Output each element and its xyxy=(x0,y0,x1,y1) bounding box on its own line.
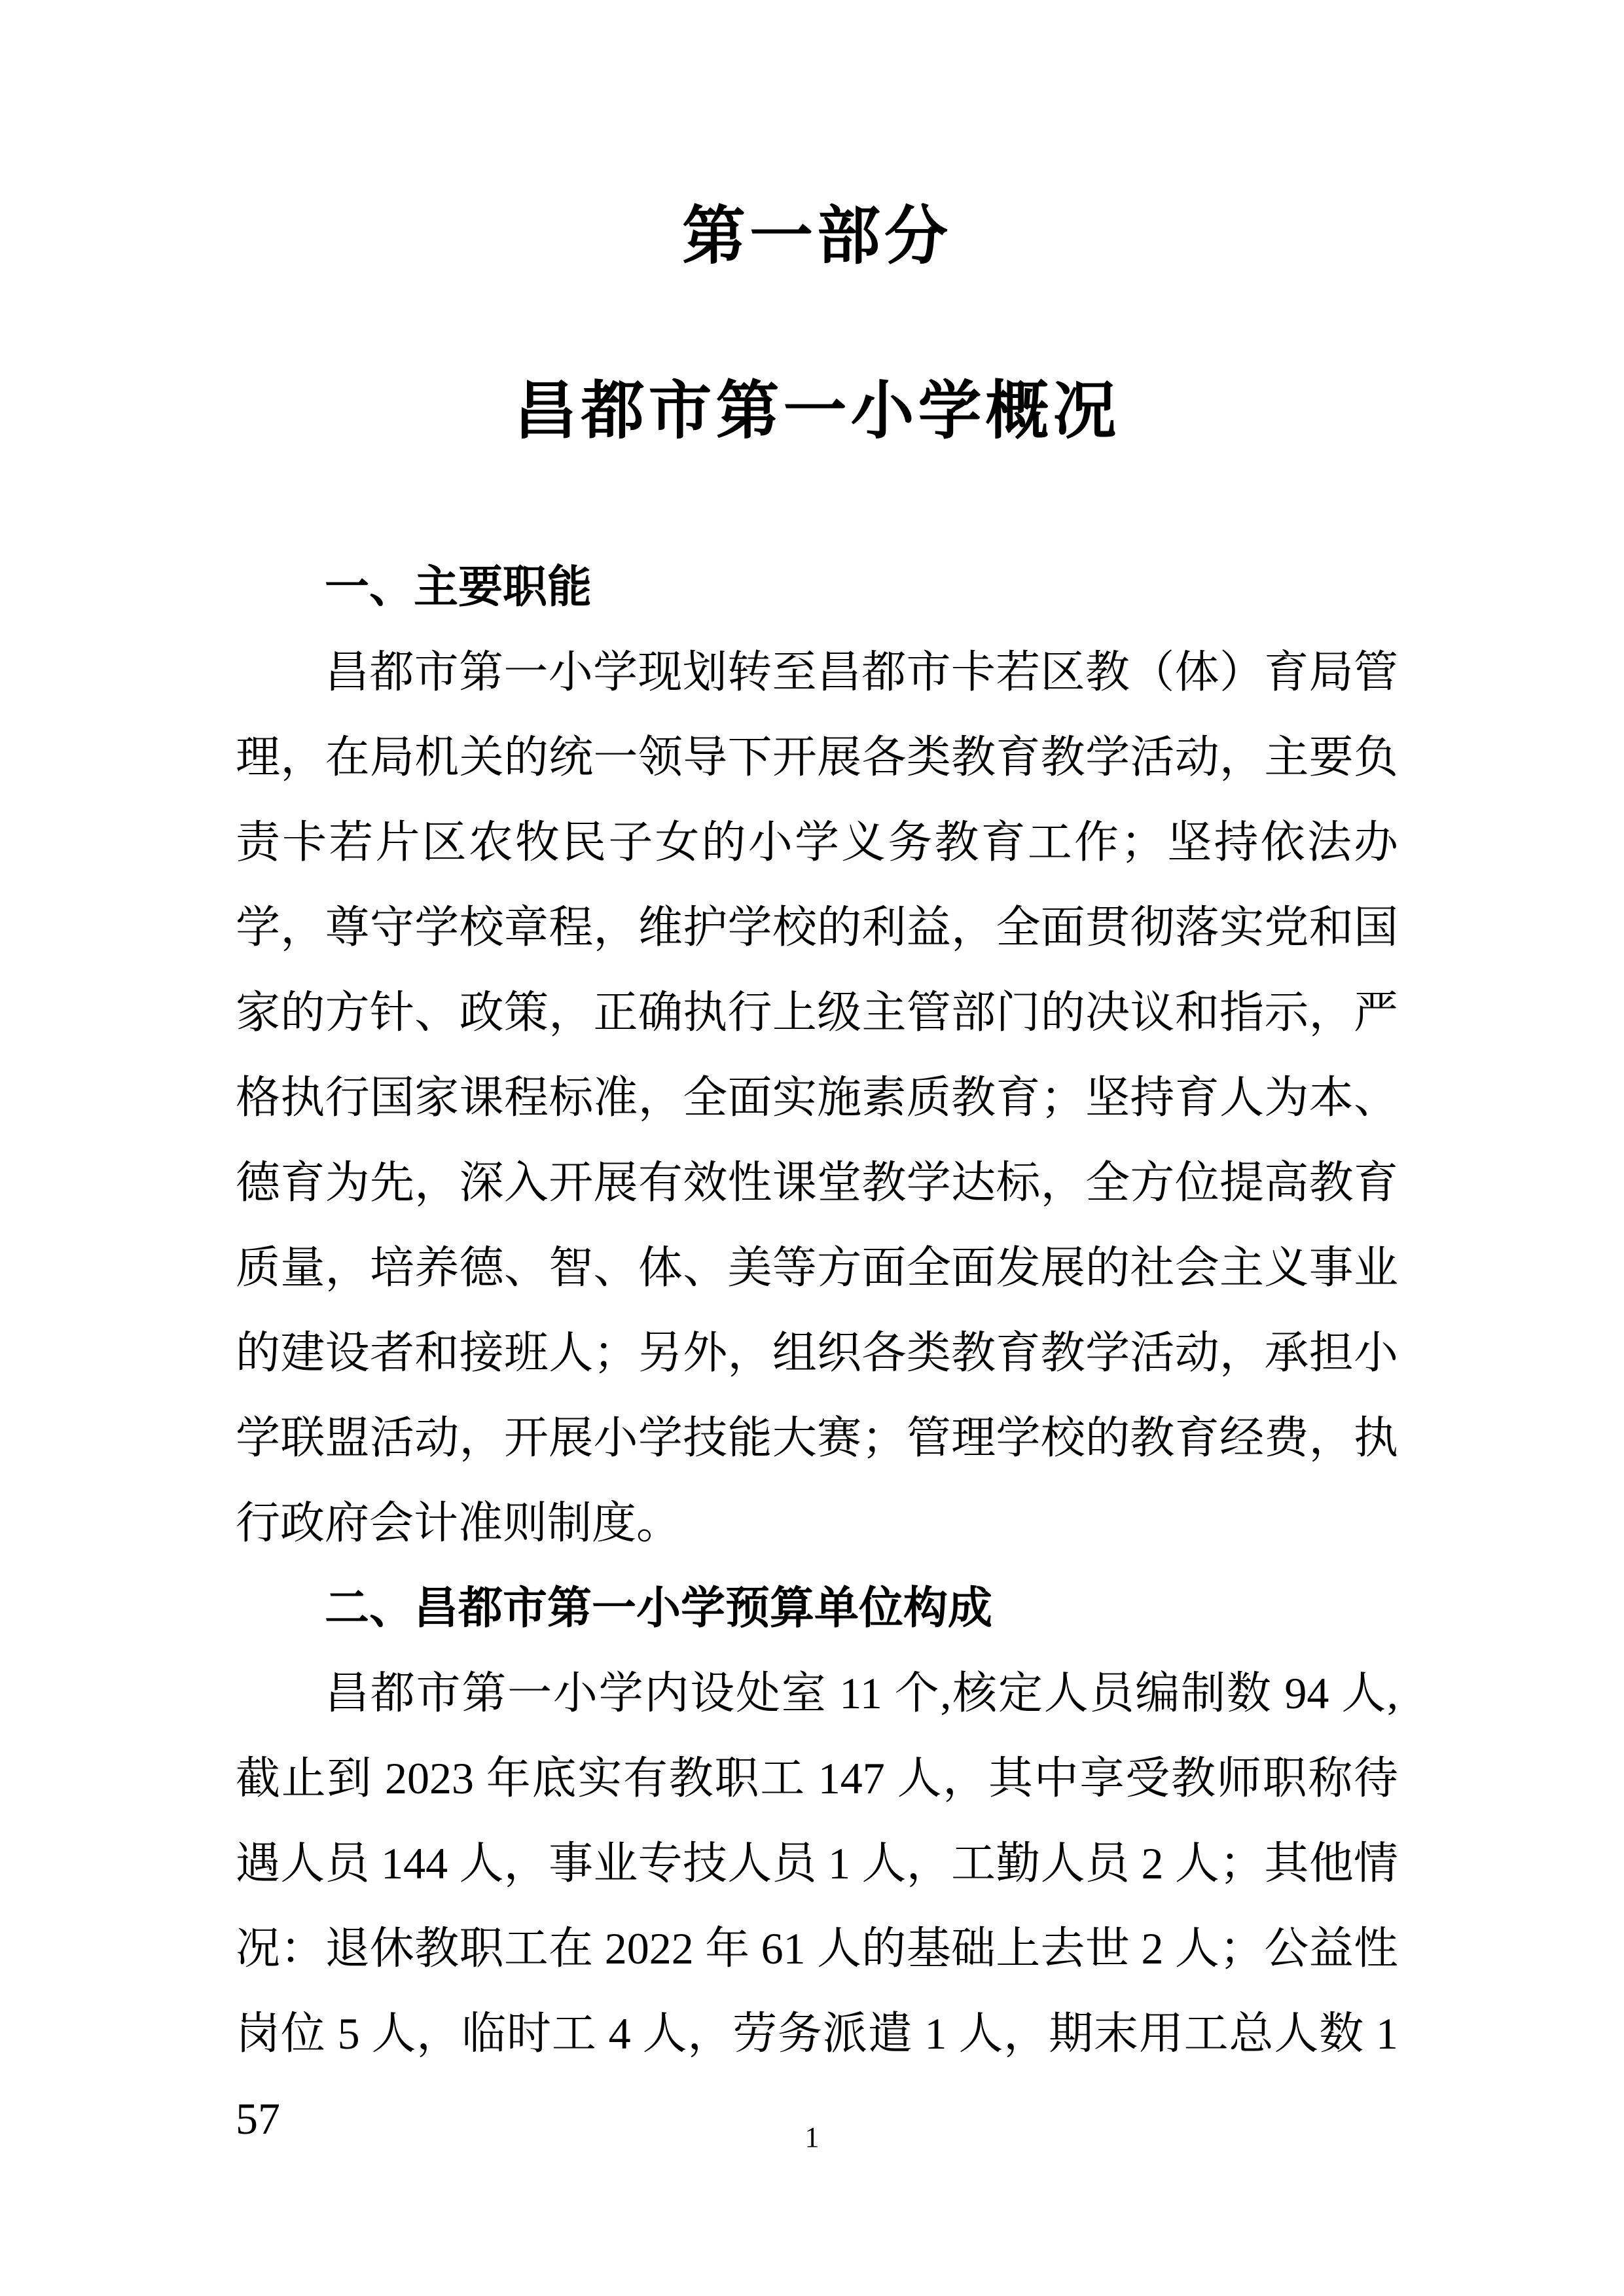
document-subtitle: 昌都市第一小学概况 xyxy=(513,375,1121,446)
body-line: 的建设者和接班人；另外，组织各类教育教学活动，承担小 xyxy=(236,1328,1398,1378)
body-line: 岗位 5 人，临时工 4 人，劳务派遣 1 人，期末用工总人数 157 xyxy=(236,2009,1398,2144)
body-line: 格执行国家课程标准，全面实施素质教育；坚持育人为本、 xyxy=(236,1073,1398,1122)
body-line: 学联盟活动，开展小学技能大赛；管理学校的教育经费，执 xyxy=(236,1413,1398,1463)
body-line: 行政府会计准则制度。 xyxy=(236,1498,681,1548)
document-title: 第一部分 xyxy=(682,200,952,272)
body-line: 昌都市第一小学内设处室 11 个,核定人员编制数 94 人, xyxy=(325,1668,1398,1718)
body-line: 家的方针、政策，正确执行上级主管部门的决议和指示，严 xyxy=(236,988,1398,1037)
page-number: 1 xyxy=(804,2121,820,2153)
section-heading-2: 二、昌都市第一小学预算单位构成 xyxy=(325,1583,993,1633)
body-line: 责卡若片区农牧民子女的小学义务教育工作；坚持依法办 xyxy=(236,817,1398,867)
body-line: 质量，培养德、智、体、美等方面全面发展的社会主义事业 xyxy=(236,1243,1398,1293)
section-heading-1: 一、主要职能 xyxy=(325,562,592,612)
body-line: 德育为先，深入开展有效性课堂教学达标，全方位提高教育 xyxy=(236,1158,1398,1208)
body-line: 遇人员 144 人，事业专技人员 1 人，工勤人员 2 人；其他情 xyxy=(236,1839,1398,1888)
body-line: 学，尊守学校章程，维护学校的利益，全面贯彻落实党和国 xyxy=(236,903,1398,952)
body-line: 况：退休教职工在 2022 年 61 人的基础上去世 2 人；公益性 xyxy=(236,1924,1398,1973)
body-line: 理，在局机关的统一领导下开展各类教育教学活动，主要负 xyxy=(236,732,1398,782)
body-line: 截止到 2023 年底实有教职工 147 人，其中享受教师职称待 xyxy=(236,1753,1398,1803)
body-line: 昌都市第一小学现划转至昌都市卡若区教（体）育局管 xyxy=(325,647,1398,697)
